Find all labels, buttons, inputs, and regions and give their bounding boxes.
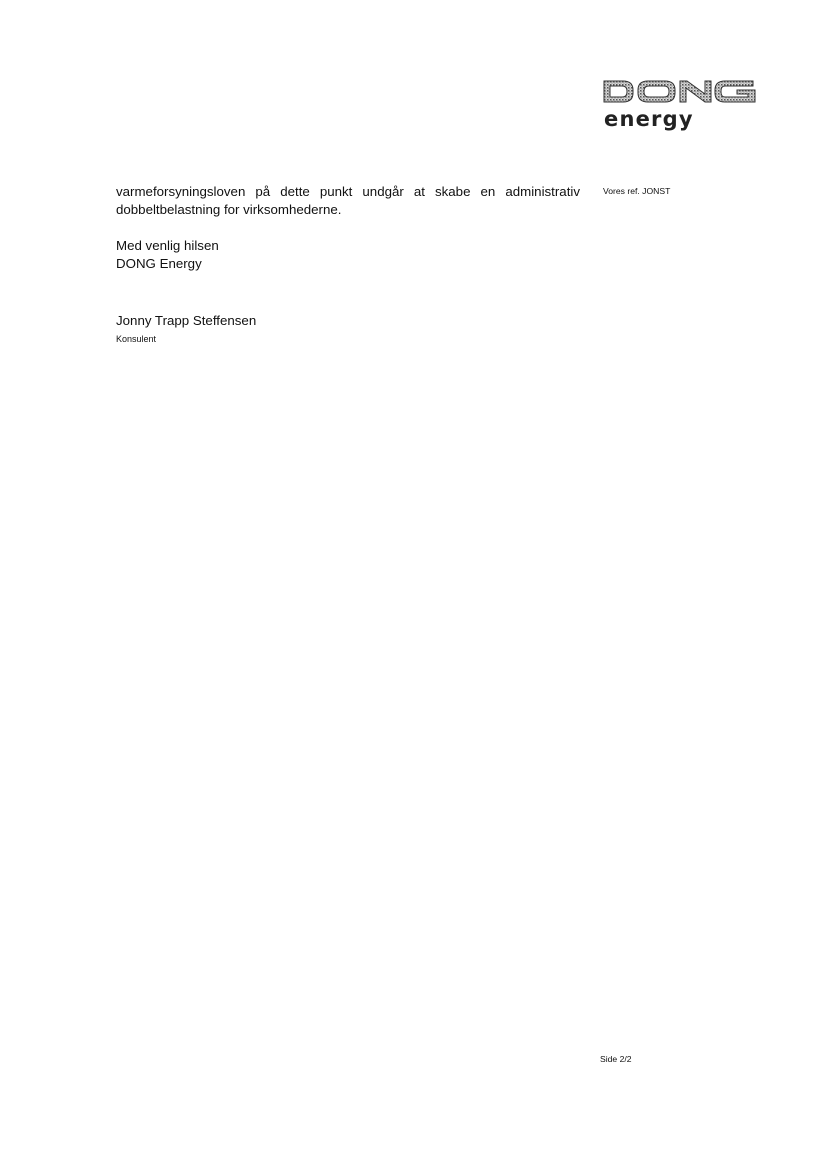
signature-title: Konsulent <box>116 334 157 344</box>
closing-company: DONG Energy <box>116 256 202 271</box>
page-number: Side 2/2 <box>600 1054 632 1064</box>
reference-text: Vores ref. JONST <box>603 186 671 196</box>
svg-text:energy: energy <box>604 107 694 131</box>
signature-name: Jonny Trapp Steffensen <box>116 313 257 328</box>
body-line-1: varmeforsyningsloven på dette punkt undgår at skabe en administrativ <box>116 184 580 199</box>
closing-block <box>116 237 219 273</box>
body-line-2: dobbeltbelastning for virksomhederne. <box>116 202 342 217</box>
body-paragraph <box>116 183 580 219</box>
closing-greeting: Med venlig hilsen <box>116 238 219 253</box>
dong-energy-logo <box>601 78 761 132</box>
